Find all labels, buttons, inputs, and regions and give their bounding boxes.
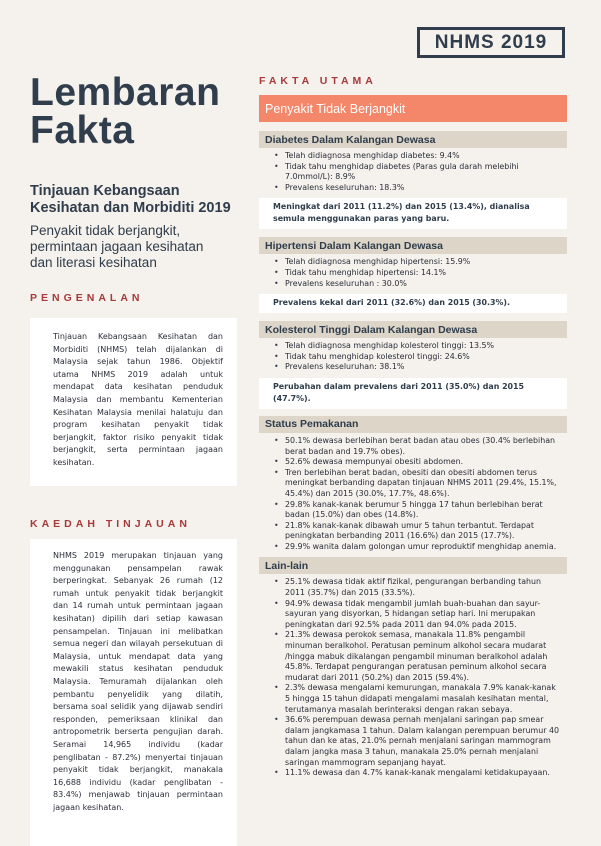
list-item: • Prevalens keseluruhan: 38.1% bbox=[285, 362, 567, 373]
list-item: • 50.1% dewasa berlebihan berat badan atau obes (30.4% berlebihan berat badan and 19.7% obes). bbox=[285, 436, 567, 457]
title-line-1: Lembaran bbox=[30, 71, 221, 114]
list-item: • 21.3% dewasa perokok semasa, manakala 11.8% pengambil minuman beralkohol. Peratusan peminum alkohol secara mudarat /hingga mabuk dikalangan pengambil minuman beralkohol adalah 45.8%. Terdapat pengurangan peratusan peminum alkohol secara mudarat dari 2011 (50.2%) dan 2015 (59.4%). bbox=[285, 630, 567, 683]
kaedah-heading: KAEDAH TINJAUAN bbox=[30, 518, 191, 530]
kaedah-text: NHMS 2019 merupakan tinjauan yang menggunakan pensampelan rawak berperingkat. Sebanyak 26 rumah (12 rumah untuk penyakit tidak berjangkit dan 14 rumah untuk permintaan jagaan kesihatan) dipilih dari setiap kawasan pensampelan. Tinjauan ini melibatkan semua negeri dan wilayah persekutuan di Malaysia, untuk mendapat data yang mewakili status kesihatan penduduk Malaysia. Temuramah dijalankan oleh pembantu penyelidik yang dilatih, bersama soal selidik yang dijawab sendiri responden, pemeriksaan klinikal dan antropometrik berserta pengujian darah. Seramai 14,965 individu (kadar penglibatan - 87.2%) menyertai tinjauan penyakit tidak berjangkit, manakala 16,688 individu (kadar penglibatan - 83.4%) menjawab tinjauan permintaan jagaan kesihatan. bbox=[30, 539, 237, 846]
diabetes-heading: Diabetes Dalam Kalangan Dewasa bbox=[259, 131, 567, 148]
section-banner: Penyakit Tidak Berjangkit bbox=[259, 95, 567, 122]
hypertension-section bbox=[259, 237, 567, 313]
list-item: • Telah didiagnosa menghidap hipertensi: 15.9% bbox=[285, 257, 567, 268]
survey-title bbox=[30, 183, 238, 217]
left-column bbox=[30, 71, 238, 846]
others-heading: Lain-lain bbox=[259, 557, 567, 574]
hypertension-list bbox=[259, 254, 567, 289]
others-list bbox=[259, 574, 567, 778]
survey-title-line-2: Kesihatan dan Morbiditi 2019 bbox=[30, 200, 231, 216]
list-item: • 11.1% dewasa dan 4.7% kanak-kanak mengalami ketidakupayaan. bbox=[285, 768, 567, 779]
hypertension-heading: Hipertensi Dalam Kalangan Dewasa bbox=[259, 237, 567, 254]
survey-topics-line-2: permintaan jagaan kesihatan bbox=[30, 239, 204, 254]
diabetes-section bbox=[259, 131, 567, 229]
list-item: • 2.3% dewasa mengalami kemurungan, manakala 7.9% kanak-kanak 5 hingga 15 tahun didapati mengalami masalah kesihatan mental, terutamanya masalah berinteraksi dengan rakan sebaya. bbox=[285, 683, 567, 715]
diabetes-note: Meningkat dari 2011 (11.2%) dan 2015 (13.4%), dianalisa semula menggunakan paras yang baru. bbox=[259, 198, 567, 229]
nhms-badge: NHMS 2019 bbox=[417, 27, 565, 58]
survey-topics bbox=[30, 223, 238, 271]
pengenalan-heading: PENGENALAN bbox=[30, 292, 144, 304]
cholesterol-list bbox=[259, 338, 567, 373]
list-item: • 21.8% kanak-kanak dibawah umur 5 tahun terbantut. Terdapat peningkatan berbanding 2011 (16.6%) dan 2015 (17.7%). bbox=[285, 521, 567, 542]
nutrition-list bbox=[259, 433, 567, 553]
cholesterol-heading: Kolesterol Tinggi Dalam Kalangan Dewasa bbox=[259, 321, 567, 338]
list-item: • Tidak tahu menghidap diabetes (Paras gula darah melebihi 7.0mmol/L): 8.9% bbox=[285, 162, 567, 183]
diabetes-list bbox=[259, 148, 567, 193]
list-item: • 25.1% dewasa tidak aktif fizikal, pengurangan berbanding tahun 2011 (35.7%) dan 2015 (33.5%). bbox=[285, 577, 567, 598]
right-column bbox=[259, 75, 567, 779]
survey-title-line-1: Tinjauan Kebangsaan bbox=[30, 183, 180, 199]
list-item: • Tidak tahu menghidap kolesterol tinggi: 24.6% bbox=[285, 352, 567, 363]
list-item: • 94.9% dewasa tidak mengambil jumlah buah-buahan dan sayur-sayuran yang disyorkan, 5 hidangan setiap hari. Ini merupakan peningkatan dari 92.5% pada 2011 dan 94.0% pada 2015. bbox=[285, 599, 567, 631]
list-item: • 29.8% kanak-kanak berumur 5 hingga 17 tahun berlebihan berat badan (15.0%) dan obes (14.8%). bbox=[285, 500, 567, 521]
list-item: • Tidak tahu menghidap hipertensi: 14.1% bbox=[285, 268, 567, 279]
fakta-heading: FAKTA UTAMA bbox=[259, 75, 377, 87]
list-item: • Prevalens keseluruhan : 30.0% bbox=[285, 279, 567, 290]
list-item: • Tren berlebihan berat badan, obesiti dan obesiti abdomen terus meningkat berbanding dapatan tinjauan NHMS 2011 (29.4%, 15.1%, 45.4%) dan 2015 (30.0%, 17.7%, 48.6%). bbox=[285, 468, 567, 500]
title-line-2: Fakta bbox=[30, 109, 135, 152]
list-item: • Telah didiagnosa menghidap diabetes: 9.4% bbox=[285, 151, 567, 162]
cholesterol-section bbox=[259, 321, 567, 409]
survey-topics-line-3: dan literasi kesihatan bbox=[30, 255, 157, 270]
nutrition-section bbox=[259, 416, 567, 553]
list-item: • Telah didiagnosa menghidap kolesterol tinggi: 13.5% bbox=[285, 341, 567, 352]
others-section bbox=[259, 557, 567, 778]
list-item: • 29.9% wanita dalam golongan umur reproduktif menghidap anemia. bbox=[285, 542, 567, 553]
list-item: • 36.6% perempuan dewasa pernah menjalani saringan pap smear dalam jangkamasa 1 tahun. Dalam kalangan perempuan berumur 40 tahun dan ke atas, 21.0% pernah menjalani saringan mammogram dalam jangka masa 3 tahun, manakala 25.0% pernah menjalani saringan mammogram sepanjang hayat. bbox=[285, 715, 567, 768]
list-item: • Prevalens keseluruhan: 18.3% bbox=[285, 183, 567, 194]
page-title bbox=[30, 71, 238, 152]
nutrition-heading: Status Pemakanan bbox=[259, 416, 567, 433]
list-item: • 52.6% dewasa mempunyai obesiti abdomen. bbox=[285, 457, 567, 468]
hypertension-note: Prevalens kekal dari 2011 (32.6%) dan 2015 (30.3%). bbox=[259, 294, 567, 313]
survey-topics-line-1: Penyakit tidak berjangkit, bbox=[30, 223, 181, 238]
pengenalan-text: Tinjauan Kebangsaan Kesihatan dan Morbiditi (NHMS) telah dijalankan di Malaysia sejak tahun 1986. Objektif utama NHMS 2019 adalah untuk mendapat data kesihatan penduduk Malaysia dan membantu Kementerian Kesihatan Malaysia menilai halatuju dan program kesihatan penyakit tidak berjangkit, faktor risiko penyakit tidak berjangkit, serta permintaan jagaan kesihatan. bbox=[30, 318, 237, 486]
cholesterol-note: Perubahan dalam prevalens dari 2011 (35.0%) dan 2015 (47.7%). bbox=[259, 378, 567, 409]
